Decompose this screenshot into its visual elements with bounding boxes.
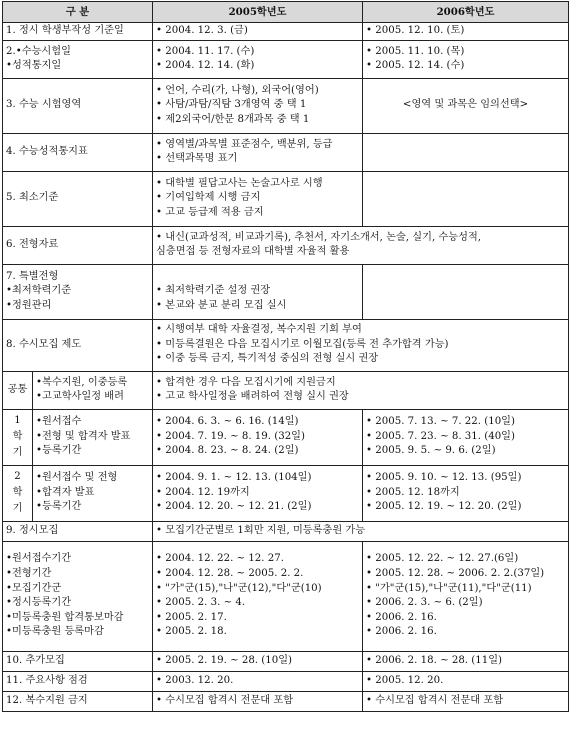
text-line: • 2005. 2. 19. ~ 28. (10일) (156, 654, 293, 666)
text-line: • 2005. 11. 10. (목) (366, 45, 465, 57)
header-row (3, 2, 569, 23)
row-side-label (3, 371, 33, 409)
text-line: • 이중 등록 금지, 특기적성 중심의 전형 실시 권장 (156, 353, 379, 365)
table-row (3, 651, 569, 671)
text-line: • 2006. 2. 3. ~ 6. (2일) (366, 597, 483, 609)
text-line: • 합격한 경우 다음 모집시기에 지원금지 (156, 376, 336, 388)
text-line: • 미등록결원은 다음 모집시기로 이월모집(등록 전 추가합격 가능) (156, 338, 449, 350)
table-row (3, 23, 569, 41)
cell-2005 (153, 671, 363, 691)
text-line: 8. 수시모집 제도 (6, 338, 82, 350)
row-label (3, 133, 153, 171)
row-label (3, 171, 153, 226)
text-line: •등록기간 (36, 501, 82, 513)
cell-2005 (153, 541, 363, 651)
table-row (3, 264, 569, 319)
text-line: • 고교 학사일정을 배려하여 전형 실시 권장 (156, 391, 349, 403)
text-line (156, 270, 359, 285)
text-line: • 영역별/과목별 표준점수, 백분위, 등급 (156, 138, 333, 150)
row-label (33, 409, 153, 465)
text-line: • 2003. 12. 20. (156, 674, 234, 686)
text-line: • 내신(교과성적, 비교과기록), 추천서, 자기소개서, 논술, 실기, 수능성적, (156, 231, 482, 243)
text-line: • 시행여부 대학 자율결정, 복수지원 기회 부여 (156, 324, 362, 336)
row-label (33, 371, 153, 409)
cell-2005 (153, 409, 363, 465)
text-line: • 2005. 12. 19. ~ 12. 20. (2일) (366, 501, 522, 513)
cell-2005 (153, 691, 363, 711)
text-line: • 2005. 12. 10. (토) (366, 25, 465, 36)
table-row (3, 465, 569, 521)
text-line: 5. 최소기준 (6, 192, 59, 204)
text-line: • "가"군(15),"나"군(11),"다"군(11) (366, 582, 532, 594)
text-line: • 2005. 2. 18. (156, 626, 227, 638)
table-row (3, 319, 569, 371)
cell-2006 (363, 133, 569, 171)
row-label (33, 465, 153, 521)
row-label (3, 264, 153, 319)
text-line: 기 (12, 447, 23, 459)
table-row (3, 409, 569, 465)
cell-merged (153, 371, 569, 409)
cell-2006 (363, 671, 569, 691)
header-2006: 2006학년도 (363, 2, 569, 23)
text-line: <영역 및 과목은 임의선택> (402, 99, 529, 111)
text-line: 4. 수능성적통지표 (6, 145, 88, 157)
text-line: •복수지원, 이중등록 (36, 376, 128, 388)
cell-2006 (363, 691, 569, 711)
table-row (3, 541, 569, 651)
text-line: • 2004. 12. 14. (화) (156, 60, 255, 72)
cell-2006 (363, 651, 569, 671)
cell-2005 (153, 264, 363, 319)
text-line: • 2005. 9. 10. ~ 12. 13. (95일) (366, 472, 522, 484)
text-line: • 2004. 9. 1. ~ 12. 13. (104일) (156, 472, 312, 484)
text-line: • 2004. 11. 17. (수) (156, 45, 255, 57)
text-line: •등록기간 (36, 445, 82, 457)
cell-2006 (363, 541, 569, 651)
text-line: • 2004. 8. 23. ~ 8. 24. (2일) (156, 445, 299, 457)
text-line: • 2005. 2. 3. ~ 4. (156, 597, 246, 609)
text-line: •미등록충원 합격통보마감 (6, 611, 124, 623)
text-line: • 제2외국어/한문 8개과목 중 택 1 (156, 113, 310, 125)
table-row (3, 133, 569, 171)
text-line: • 대학별 필답고사는 논술고사로 시행 (156, 177, 323, 189)
cell-2005 (153, 651, 363, 671)
text-line: 2.•수능시험일 (6, 45, 71, 57)
text-line: • 2005. 2. 17. (156, 611, 227, 623)
header-category: 구 분 (3, 2, 153, 23)
text-line: •원서접수 (36, 416, 82, 428)
text-line: • 언어, 수리(가, 나형), 외국어(영어) (156, 84, 319, 96)
cell-2006 (363, 264, 569, 319)
text-line: 2 (14, 471, 21, 483)
row-side-label (3, 465, 33, 521)
table-row (3, 521, 569, 541)
text-line: 심층면접 등 전형자료의 대학별 자율적 활용 (156, 246, 350, 258)
table-row (3, 671, 569, 691)
text-line: 11. 주요사항 점검 (6, 674, 88, 686)
cell-2005 (153, 465, 363, 521)
text-line: • 선택과목명 표기 (156, 153, 238, 165)
cell-merged (153, 226, 569, 264)
text-line: • 본교와 분교 분리 모집 실시 (156, 299, 287, 311)
header-2005: 2005학년도 (153, 2, 363, 23)
cell-merged (153, 319, 569, 371)
text-line: • 2005. 12. 28. ~ 2006. 2. 2.(37일) (366, 567, 545, 579)
text-line: 공통 (7, 384, 28, 396)
row-label (3, 671, 153, 691)
row-label (3, 23, 153, 41)
text-line: • 2005. 9. 5. ~ 9. 6. (2일) (366, 445, 496, 457)
text-line: • 2004. 12. 19까지 (156, 486, 250, 498)
text-line: 12. 복수지원 금지 (6, 694, 88, 706)
row-label (3, 691, 153, 711)
text-line: • 2004. 12. 22. ~ 12. 27. (156, 553, 284, 565)
text-line: • 2004. 12. 3. (금) (156, 25, 248, 36)
text-line: 10. 추가모집 (6, 654, 65, 666)
text-line: 학 (12, 487, 23, 499)
cell-2005 (153, 133, 363, 171)
text-line: •전형 및 합격자 발표 (36, 430, 131, 442)
cell-2006 (363, 23, 569, 41)
text-line: • 모집기간군별로 1회만 지원, 미등록충원 가능 (156, 524, 366, 536)
text-line: 1. 정시 학생부작성 기준일 (6, 25, 124, 36)
cell-2005 (153, 23, 363, 41)
row-side-label (3, 409, 33, 465)
table-row (3, 691, 569, 711)
cell-2006 (363, 409, 569, 465)
text-line: • 2005. 7. 13. ~ 7. 22. (10일) (366, 416, 515, 428)
text-line: 학 (12, 431, 23, 443)
text-line: • 2004. 6. 3. ~ 6. 16. (14일) (156, 416, 299, 428)
text-line: • 2006. 2. 18. ~ 28. (11일) (366, 654, 503, 666)
row-label (3, 319, 153, 371)
table-row (3, 40, 569, 78)
cell-2006 (363, 465, 569, 521)
text-line: •성적통지일 (6, 60, 62, 72)
text-line: • 2005. 12. 18까지 (366, 486, 460, 498)
cell-2005 (153, 40, 363, 78)
cell-2006 (363, 171, 569, 226)
row-label (3, 541, 153, 651)
text-line: 9. 정시모집 (6, 524, 59, 536)
row-label (3, 521, 153, 541)
text-line: •전형기간 (6, 567, 52, 579)
text-line: •원서접수기간 (6, 553, 72, 565)
row-label (3, 40, 153, 78)
text-line: • 2004. 7. 19. ~ 8. 19. (32일) (156, 430, 305, 442)
table-row (3, 78, 569, 133)
text-line: • 수시모집 합격시 전문대 포함 (366, 694, 504, 706)
text-line: •고교학사일정 배려 (36, 391, 124, 403)
text-line: 7. 특별전형 (6, 270, 59, 282)
text-line: • 2004. 12. 28. ~ 2005. 2. 2. (156, 567, 304, 579)
text-line: • 2005. 12. 20. (366, 674, 444, 686)
table-row (3, 171, 569, 226)
row-label (3, 226, 153, 264)
text-line: •최저학력기준 (6, 285, 72, 297)
cell-2006 (363, 40, 569, 78)
text-line: • 최저학력기준 설정 권장 (156, 285, 271, 297)
text-line: • "가"군(15),"나"군(12),"다"군(10) (156, 582, 322, 594)
text-line: •원서접수 및 전형 (36, 472, 118, 484)
text-line: • 2005. 12. 14. (수) (366, 60, 465, 72)
row-label (3, 78, 153, 133)
text-line: • 2005. 7. 23. ~ 8. 31. (40일) (366, 430, 515, 442)
text-line: •정원관리 (6, 299, 52, 311)
table-row (3, 371, 569, 409)
text-line: • 사탐/과탐/직탐 3개영역 중 택 1 (156, 99, 307, 111)
cell-2005 (153, 78, 363, 133)
text-line: 기 (12, 503, 23, 515)
text-line: • 수시모집 합격시 전문대 포함 (156, 694, 294, 706)
text-line: 6. 전형자료 (6, 238, 59, 250)
text-line: • 2006. 2. 16. (366, 611, 437, 623)
text-line: •미등록충원 등록마감 (6, 626, 104, 638)
text-line: • 2005. 12. 22. ~ 12. 27.(6일) (366, 553, 519, 565)
cell-2006 (363, 78, 569, 133)
text-line: • 2006. 2. 16. (366, 626, 437, 638)
admission-comparison-table (2, 1, 569, 712)
cell-2005 (153, 171, 363, 226)
text-line: 3. 수능 시험영역 (6, 99, 82, 111)
row-label (3, 651, 153, 671)
text-line: •모집기간군 (6, 582, 62, 594)
cell-merged (153, 521, 569, 541)
text-line: • 고교 등급제 적용 금지 (156, 206, 264, 218)
text-line: • 2004. 12. 20. ~ 12. 21. (2일) (156, 501, 312, 513)
text-line: 1 (14, 415, 21, 427)
text-line: •합격자 발표 (36, 486, 95, 498)
text-line: • 기여입학제 시행 금지 (156, 192, 261, 204)
text-line: •정시등록기간 (6, 597, 72, 609)
table-row (3, 226, 569, 264)
